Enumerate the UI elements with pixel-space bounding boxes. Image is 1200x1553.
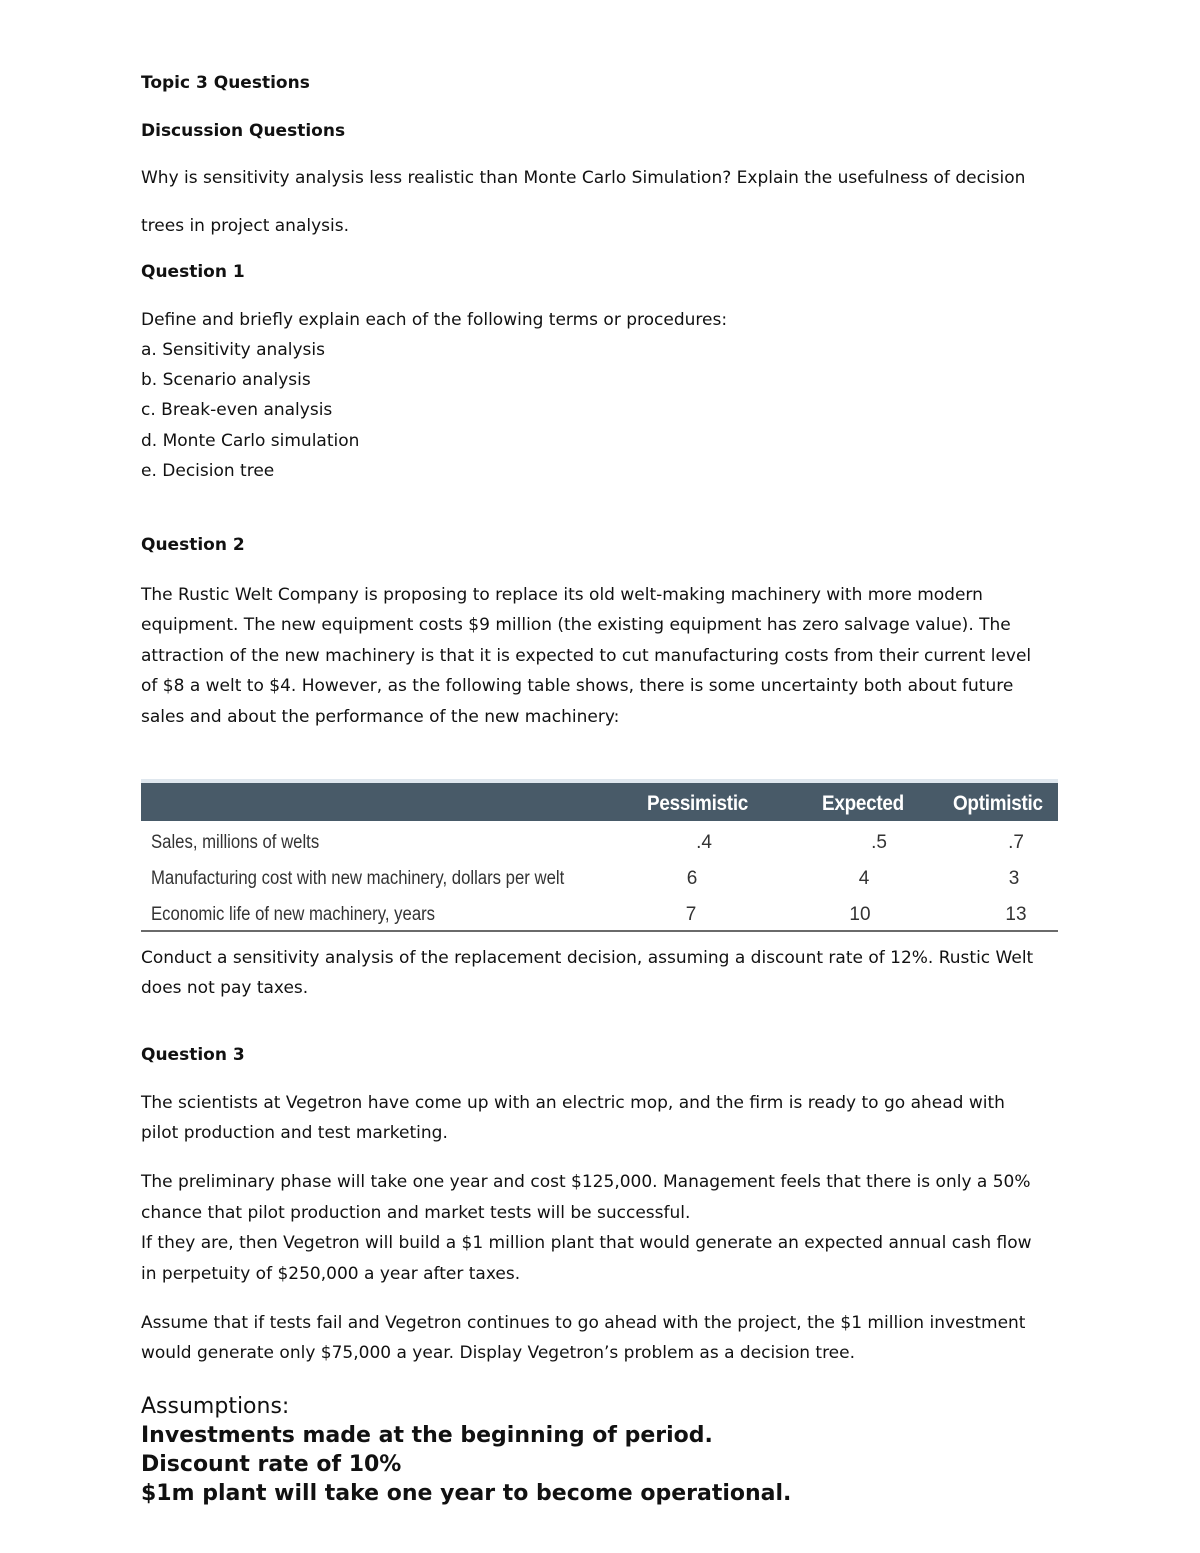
question-2-line-5: sales and about the performance of the new machinery: xyxy=(141,707,620,727)
table-header-expected: Expected xyxy=(822,792,904,815)
discussion-line-2: trees in project analysis. xyxy=(141,216,350,236)
list-item: b. Scenario analysis xyxy=(141,370,311,391)
question-2-heading: Question 2 xyxy=(141,535,245,555)
question-3-heading: Question 3 xyxy=(141,1045,245,1065)
question-3-p3-line-1: Assume that if tests fail and Vegetron continues to go ahead with the project, the $1 million investment xyxy=(141,1313,1026,1333)
table-row-label: Economic life of new machinery, years xyxy=(151,904,436,925)
discussion-line-1: Why is sensitivity analysis less realistic than Monte Carlo Simulation? Explain the usefulness of decision xyxy=(141,168,1026,188)
table-header-pessimistic: Pessimistic xyxy=(647,792,749,815)
table-cell: 13 xyxy=(1005,904,1027,925)
assumption-item: $1m plant will take one year to become operational. xyxy=(141,1481,792,1506)
table-cell: 7 xyxy=(685,904,697,925)
discussion-heading: Discussion Questions xyxy=(141,121,346,141)
question-3-p3-line-2: would generate only $75,000 a year. Display Vegetron’s problem as a decision tree. xyxy=(141,1343,856,1363)
table-cell: .5 xyxy=(871,832,887,853)
table-bottom-rule xyxy=(141,930,1058,932)
question-3-p2-line-4: in perpetuity of $250,000 a year after taxes. xyxy=(141,1264,521,1284)
question-1-heading: Question 1 xyxy=(141,262,245,282)
table-row xyxy=(141,894,1058,930)
list-item: a. Sensitivity analysis xyxy=(141,340,325,360)
table-row xyxy=(141,822,1058,858)
table-header-row xyxy=(141,783,1058,821)
assumption-item: Investments made at the beginning of period. xyxy=(141,1423,713,1448)
table-header-optimistic: Optimistic xyxy=(953,792,1043,815)
table-row-label: Sales, millions of welts xyxy=(151,832,320,853)
table-cell: .4 xyxy=(696,832,712,853)
question-2-line-2: equipment. The new equipment costs $9 million (the existing equipment has zero salvage value). The xyxy=(141,615,1011,635)
question-3-p2-line-1: The preliminary phase will take one year and cost $125,000. Management feels that there is only a 50% xyxy=(141,1172,1031,1192)
assumption-item: Discount rate of 10% xyxy=(141,1452,402,1477)
question-1-term-list xyxy=(141,335,359,486)
question-2-after-line-2: does not pay taxes. xyxy=(141,978,309,998)
list-item: c. Break-even analysis xyxy=(141,400,333,421)
question-2-after-line-1: Conduct a sensitivity analysis of the replacement decision, assuming a discount rate of 12%. Rustic Welt xyxy=(141,948,1034,968)
table-row xyxy=(141,858,1058,894)
question-2-line-1: The Rustic Welt Company is proposing to replace its old welt-making machinery with more modern xyxy=(141,585,983,605)
question-3-p2-line-3: If they are, then Vegetron will build a $1 million plant that would generate an expected annual cash flow xyxy=(141,1233,1032,1253)
page-title: Topic 3 Questions xyxy=(141,73,310,93)
table-cell: 10 xyxy=(849,904,871,925)
table-cell: 4 xyxy=(858,868,870,889)
list-item: d. Monte Carlo simulation xyxy=(141,430,360,451)
table-row-label: Manufacturing cost with new machinery, dollars per welt xyxy=(151,868,565,889)
question-2-line-3: attraction of the new machinery is that it is expected to cut manufacturing costs from their current level xyxy=(141,646,1032,666)
assumptions-heading: Assumptions: xyxy=(141,1394,290,1419)
question-3-p1-line-2: pilot production and test marketing. xyxy=(141,1123,448,1143)
question-1-intro: Define and briefly explain each of the following terms or procedures: xyxy=(141,310,728,330)
list-item: e. Decision tree xyxy=(141,460,275,481)
question-3-p1-line-1: The scientists at Vegetron have come up with an electric mop, and the firm is ready to go ahead with xyxy=(141,1093,1005,1113)
question-3-p2-line-2: chance that pilot production and market tests will be successful. xyxy=(141,1203,691,1223)
table-cell: .7 xyxy=(1008,832,1024,853)
table-cell: 3 xyxy=(1008,868,1020,889)
question-2-line-4: of $8 a welt to $4. However, as the following table shows, there is some uncertainty both about future xyxy=(141,676,1014,696)
table-cell: 6 xyxy=(686,868,698,889)
